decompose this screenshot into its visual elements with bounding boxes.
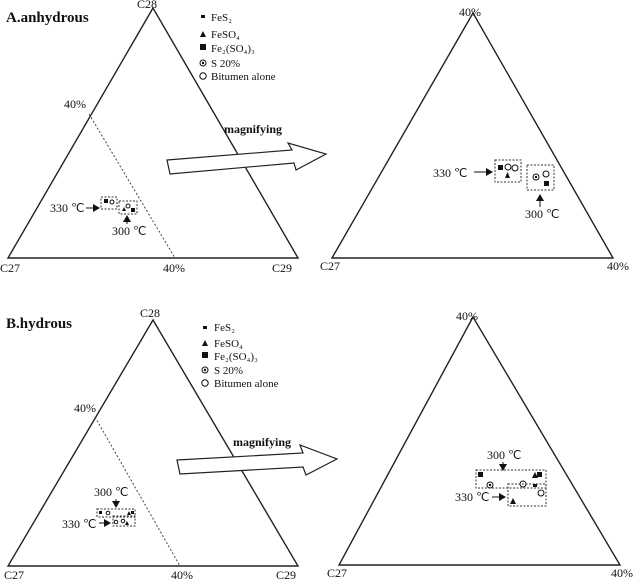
panel-b-zoom-triangle xyxy=(339,317,620,565)
panel-b-zoom-left-label: C27 xyxy=(327,566,348,580)
legend-fes2-label: FeS₂ xyxy=(211,12,232,24)
legend-fe2so43-marker xyxy=(202,352,208,358)
panel-b-zoom-top-label: 40% xyxy=(456,309,478,323)
legend-fes2-marker xyxy=(203,326,207,329)
panel-a-zoom-300-box xyxy=(527,165,554,190)
panel-a-zoom-330-label: 330 ℃ xyxy=(433,166,468,180)
legend-s20-label: S 20% xyxy=(211,58,241,70)
legend-fes2-label: FeS₂ xyxy=(214,322,235,334)
panel-b-apex-left-label: C27 xyxy=(4,568,25,580)
panel-a-zoom-triangle xyxy=(332,13,613,258)
panel-b-left-40-mark: 40% xyxy=(74,401,96,415)
panel-a-330-box xyxy=(101,197,117,209)
panel-b-legend xyxy=(202,322,279,390)
panel-a-bottom-40-mark: 40% xyxy=(163,261,185,275)
legend-bitumen-marker xyxy=(200,73,206,79)
panel-b-330-label: 330 ℃ xyxy=(62,517,97,531)
legend-bitumen-marker xyxy=(202,380,208,386)
panel-a-zoom-right-label: 40% xyxy=(607,259,629,273)
legend-s20-label: S 20% xyxy=(214,365,244,377)
legend-fe2so43-marker xyxy=(200,44,206,50)
panel-a-magnifying-label: magnifying xyxy=(224,122,283,136)
panel-b-title: B.hydrous xyxy=(6,316,73,332)
panel-b-apex-right-label: C29 xyxy=(276,568,297,580)
panel-b-magnify-arrow xyxy=(177,445,337,475)
panel-a-apex-right-label: C29 xyxy=(272,261,293,275)
legend-bitumen-label: Bitumen alone xyxy=(211,71,276,83)
legend-feso4-label: FeSO₄ xyxy=(214,338,243,350)
panel-a-zoom-300-label: 300 ℃ xyxy=(525,207,560,221)
panel-a-zoom-330-box xyxy=(495,160,521,182)
panel-a-zoom-left-label: C27 xyxy=(320,259,341,273)
panel-b-bottom-40-mark: 40% xyxy=(171,568,193,580)
panel-a-330-label: 330 ℃ xyxy=(50,201,85,215)
legend-feso4-label: FeSO₄ xyxy=(211,29,240,41)
panel-a-title: A.anhydrous xyxy=(6,10,89,26)
legend-bitumen-label: Bitumen alone xyxy=(214,378,279,390)
legend-feso4-marker xyxy=(200,31,206,37)
panel-a xyxy=(0,0,629,275)
panel-a-left-40-mark: 40% xyxy=(64,97,86,111)
panel-a-apex-top-label: C28 xyxy=(137,0,158,11)
panel-a-300-label: 300 ℃ xyxy=(112,224,147,238)
legend-feso4-marker xyxy=(202,340,208,346)
panel-a-zoom-top-label: 40% xyxy=(459,5,481,19)
panel-a-apex-left-label: C27 xyxy=(0,261,21,275)
legend-fe2so43-label: Fe₂(SO₄)₃ xyxy=(211,43,255,55)
legend-fes2-marker xyxy=(201,15,205,18)
panel-b-zoom-300-label: 300 ℃ xyxy=(487,448,522,462)
legend-fe2so43-label: Fe₂(SO₄)₃ xyxy=(214,351,258,363)
panel-b-zoom-right-label: 40% xyxy=(611,566,633,580)
panel-b-zoom-330-label: 330 ℃ xyxy=(455,490,490,504)
panel-b-300-label: 300 ℃ xyxy=(94,485,129,499)
panel-b xyxy=(4,306,633,580)
panel-b-magnifying-label: magnifying xyxy=(233,435,292,449)
panel-a-legend xyxy=(200,12,276,83)
panel-b-apex-top-label: C28 xyxy=(140,306,161,320)
